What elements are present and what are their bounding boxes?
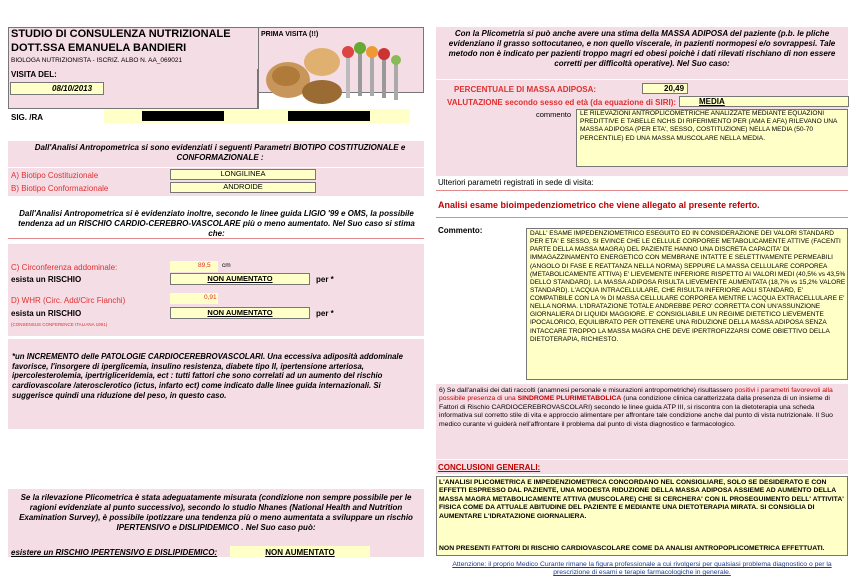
sindrome-part-d: (una condizione clinica caratterizzata dalla presenza di un insieme di Fattori di Rischio CARDIOCEREBROVASCOLARI) secondo le linee guida ATP III, si riscontra con la dietoterapia una scheda informativa sul corretto stile di vita e approccio alimentare per affrontare tale condizione anche dal punto di vista nutrizionale. Il Suo medico curante vi guiderà nell'affrontare il problema dal punto di vista diagnostico e farmacologico. <box>439 395 833 428</box>
registration: BIOLOGA NUTRIZIONISTA - ISCRIZ. ALBO N. AA_069021 <box>11 57 183 64</box>
visita-date: 08/10/2013 <box>52 84 93 93</box>
sindrome-text <box>439 387 845 429</box>
commento-text: LE RILEVAZIONI ANTROPLICOMETRICHE ANALIZZATE MEDIANTE EQUAZIONI PREDITTIVE E TABELLE NCHS DI RIFERIMENTO PER (AMA E AFA) RILEVANO UNA MASSA ADIPOSA (PER ETA', SESSO, COSTITUZIONE) NELLA MEDIA (50-70 PERCENTILE) ED UNA MASSA MUSCOLARE NELLA MEDIA. <box>580 110 838 142</box>
circ-value: 89,5 <box>198 262 211 269</box>
biotipo-conformazionale-value: ANDROIDE <box>223 182 263 191</box>
commento2-text: DALL' ESAME IMPEDENZIOMETRICO ESEGUITO ED IN CONSIDERAZIONE DEI VALORI STANDARD PER ETA' E SESSO, SI EVINCE CHE LE CELLULE CORPOREE METABOLICAMENTE ATTIVE (FACENTI PARTE DELLA MASSA MAGRA) DEL PAZIENTE HANNO UNA DISCRETA CAPACITA' DI IMMAGAZZINAMENTO ENERGETICO CON MEMBRANE INTATTE E SELETTIVAMENTE PERMEABILI (ANGOLO DI FASE E REATTANZA NELLA NORMA) SEPPURE LA MASSA CELLULARE CORPOREA (METABOLICAMENTE ATTIVA) E' LIEVEMENTE INFERIORE RISPETTO AI VALORI MEDI (40,5% vs 43,5% DELLO STANDARD). LA MASSA ADIPOSA RISULTA LIEVEMENTE AUMENTATA (18,7% vs 15,2% VALORE STANDARD). L'ACQUA INTRACELLULARE, CHE RISULTA INFERIORE AGLI STANDARD, E' COMPATIBILE CON LA % DI MASSA CELLULARE CORPOREA MENTRE L'ACQUA EXTRACELLULARE E' NELLA NORMA. L'IDRATAZIONE TOTALE ANDREBBE PERO' CORRETTA CON UN'ASSUNZIONE GIORNALIERA DI LIQUIDI MAGGIORE. E' CONSIGLIABILE UN REGIME DIETETICO LIEVEMENTE IPOCALORICO, EQUILIBRATO PER OTTENERE UNA RIDUZIONE DELLA MASSA ADIPOSA SENZA INTACCARE TROPPO LA MASSA MAGRA CHE DEVE IPERTROFIZZARSI COME OBIETTIVO DELLA DIETOTERAPIA, RICHIESTO. <box>530 230 846 343</box>
doctor-name: DOTT.SSA EMANUELA BANDIERI <box>11 42 187 54</box>
prima-visita: PRIMA VISITA (!!) <box>261 31 319 38</box>
incremento-text: *un INCREMENTO delle PATOLOGIE CARDIOCEREBROVASCOLARI. Una eccessiva adiposità addominale favorisce, l'insorgere di iperglicemia, insulino resistenza, diabete tipo II, ipertensione arteriosa, ipercolesterolemia, ipertrigliceridemia, ect : tutti fattori che sono correlati ad un aumento del rischio cardiovascolare /aterosclerotico (ictus, infarto ect) come indicato dalle linee guida internazionali. Si suggerisce quindi una riduzione del peso, in questo caso. <box>12 352 403 400</box>
circ-label: C) Circonferenza addominale: <box>11 263 118 272</box>
esistere-label: esistere un RISCHIO IPERTENSIVO E DISLIPIDEMICO: <box>11 548 218 557</box>
divider-2 <box>436 190 848 191</box>
header-divider <box>258 27 259 109</box>
consensus: (CONSENSUS CONFERENCE ITALIANA 1991) <box>11 322 108 327</box>
plico-intro: Con la Plicometria si può anche avere una stima della MASSA ADIPOSA del paziente (p.b. le pliche evidenziano il grasso sottocutaneo, e non quello viscerale, in pazienti normopesi e/o sovrappesi. Tale metodo non è indicato per pazienti troppo magri ed obesi poichè i dati rilevati rischiano di non essere corretti per difficoltà operative). Nel Suo caso: <box>448 29 836 68</box>
ulteriori: Ulteriori parametri registrati in sede di visita: <box>438 178 594 187</box>
whr-value: 0,91 <box>204 294 217 301</box>
biotipo-costituzionale-value: LONGILINEA <box>220 169 266 178</box>
rischio-result-1: NON AUMENTATO <box>207 274 273 283</box>
commento2-label: Commento: <box>438 226 483 235</box>
visita-label: VISITA DEL: <box>11 70 57 79</box>
food-illustration <box>262 40 412 108</box>
redacted-name <box>142 111 224 121</box>
divider-3 <box>436 217 848 218</box>
whr-label: D) WHR (Circ. Add/Circ Fianchi) <box>11 296 126 305</box>
sindrome-part-b: positivi i parametri favorevoli alla possibile presenza di una <box>439 387 833 403</box>
valutazione-value: MEDIA <box>699 97 725 106</box>
esistere-result: NON AUMENTATO <box>265 548 335 557</box>
sindrome-part-a: 6) Se dall'analisi dei dati raccolti (anamnesi personale e misurazioni antropometriche) risultassero <box>439 387 733 394</box>
plico-left-text: Se la rilevazione Plicometrica è stata adeguatamente misurata (condizione non sempre possibile per le ragioni evidenziate al punto successivo), secondo lo studio Nhanes (National Health and Nutrition Examination Survey), è possibile ipotizzare una tendenza più o meno aumentata a sviluppare un rischio IPERTENSIVO e DISLIPIDEMICO . Nel Suo caso può: <box>19 493 413 532</box>
sig-label: SIG. /RA <box>11 113 44 122</box>
commento-label: commento <box>536 110 572 119</box>
rischio-result-2: NON AUMENTATO <box>207 308 273 317</box>
analisi: Analisi esame bioimpedenziometrico che viene allegato al presente referto. <box>438 200 760 210</box>
valutazione-label: VALUTAZIONE secondo sesso ed età (da equazione di SIRI): <box>447 98 677 107</box>
conclusioni-text-2: NON PRESENTI FATTORI DI RISCHIO CARDIOVASCOLARE COME DA ANALISI ANTROPOPLICOMETRICA EFFETTUATI. <box>439 545 825 552</box>
per-label-1: per * <box>316 275 334 284</box>
biotipo-conformazionale-label: B) Biotipo Conformazionale <box>11 184 109 193</box>
esista-label-1: esista un RISCHIO <box>11 275 82 284</box>
redacted-surname <box>288 111 370 121</box>
rischio-intro: Dall'Analisi Antropometrica si è evidenziato inoltre, secondo le linee guida LIGIO '99 e OMS, la possibile tendenza ad un RISCHIO CARDIO-CEREBRO-VASCOLARE più o meno aumentato. Nel Suo caso si stima che: <box>18 209 415 238</box>
circ-unit: cm <box>222 262 231 269</box>
biotipo-intro: Dall'Analisi Antropometrica si sono evidenziati i seguenti Parametri BIOTIPO COSTITUZIONALE e CONFORMAZIONALE : <box>34 143 406 162</box>
sindrome-part-c: SINDROME PLURIMETABOLICA <box>517 395 622 403</box>
biotipo-costituzionale-label: A) Biotipo Costituzionale <box>11 171 99 180</box>
studio-title: STUDIO DI CONSULENZA NUTRIZIONALE <box>11 28 231 40</box>
perc-label: PERCENTUALE DI MASSA ADIPOSA: <box>454 85 597 94</box>
divider-1 <box>8 238 424 239</box>
per-label-2: per * <box>316 309 334 318</box>
attenzione: Attenzione: il proprio Medico Curante rimane la figura professionale a cui rivolgersi per qualsiasi problema diagnostico o per la prescrizione di esami e terapie farmacologiche in generale. <box>452 561 832 577</box>
conclusioni-text: L'ANALISI PLICOMETRICA E IMPEDENZIOMETRICA CONCORDANO NEL CONSIGLIARE, SOLO SE DESIDERATO E CON EFFETTI ESPRESSO DAL PAZIENTE, UNA MODESTA RIDUZIONE DELLA MASSA ADIPOSA ASSIEME AD AUMENTO DELLA MASSA MAGRA METABOLICAMENTE ATTIVA (MUSCOLARE) CHE SI CERCHERA' CON IL PROSEGUIMENTO DELL' ATTIVITA' FISICA COME DA ATTUALE ABITUDINE DEL PAZIENTE E MEDIANTE UNA DIETOTERAPIA MIRATA. SI CONSIGLIA DI AUMENTARE L'IDRATAZIONE GIORNALIERA. <box>439 479 844 520</box>
esista-label-2: esista un RISCHIO <box>11 309 82 318</box>
perc-value: 20,49 <box>664 84 685 93</box>
conclusioni-label: CONCLUSIONI GENERALI: <box>438 463 541 472</box>
